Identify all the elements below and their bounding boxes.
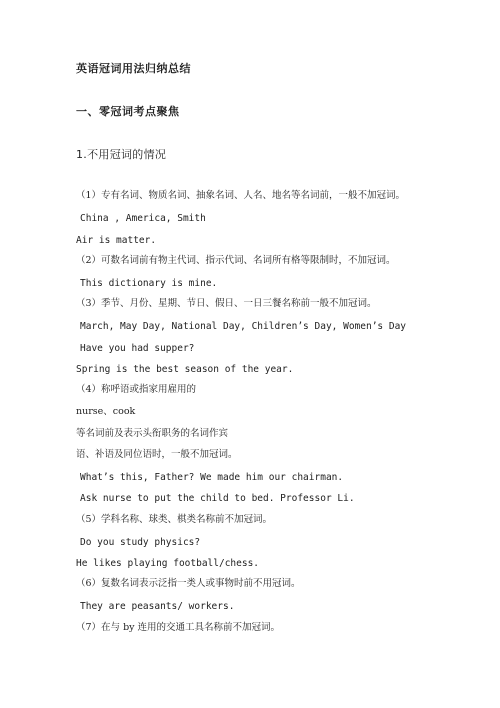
example-line: He likes playing football/chess.: [76, 558, 260, 569]
rule-1: （1）专有名词、物质名词、抽象名词、人名、地名等名词前，一般不加冠词。: [76, 190, 406, 201]
rule-5: （5）学科名称、球类、棋类名称前不加冠词。: [76, 514, 273, 525]
rule-3: （3）季节、月份、星期、节日、假日、一日三餐名称前一般不加冠词。: [76, 298, 377, 309]
rule-4: （4）称呼语或指家用雇用的: [76, 384, 197, 395]
section-heading: 一、零冠词考点聚焦: [76, 105, 180, 118]
example-line: This dictionary is mine.: [80, 278, 218, 289]
example-line: China , America, Smith: [80, 213, 206, 224]
example-line: March, May Day, National Day, Children’s Day, Women’s Day: [80, 321, 407, 332]
text-line: 等名词前及表示头衔职务的名词作宾: [76, 428, 229, 439]
document-title: 英语冠词用法归纳总结: [76, 62, 191, 75]
example-line: What’s this, Father? We made him our chairman.: [80, 472, 344, 483]
rule-2: （2）可数名词前有物主代词、指示代词、名词所有格等限制时，不加冠词。: [76, 255, 396, 266]
text-line: 语、补语及同位语时，一般不加冠词。: [76, 449, 238, 460]
example-line: Do you study physics?: [80, 537, 201, 548]
example-line: Spring is the best season of the year.: [76, 364, 294, 375]
rule-7: （7）在与 by 连用的交通工具名称前不加冠词。: [76, 622, 281, 633]
example-line: They are peasants/ workers.: [80, 601, 235, 612]
example-line: Air is matter.: [76, 235, 157, 246]
example-line: Have you had supper?: [80, 343, 195, 354]
text-line: nurse、cook: [76, 406, 136, 417]
subsection-heading: 1.不用冠词的情况: [76, 148, 167, 161]
example-line: Ask nurse to put the child to bed. Professor Li.: [80, 493, 355, 504]
rule-6: （6）复数名词表示泛指一类人或事物时前不用冠词。: [76, 578, 301, 589]
